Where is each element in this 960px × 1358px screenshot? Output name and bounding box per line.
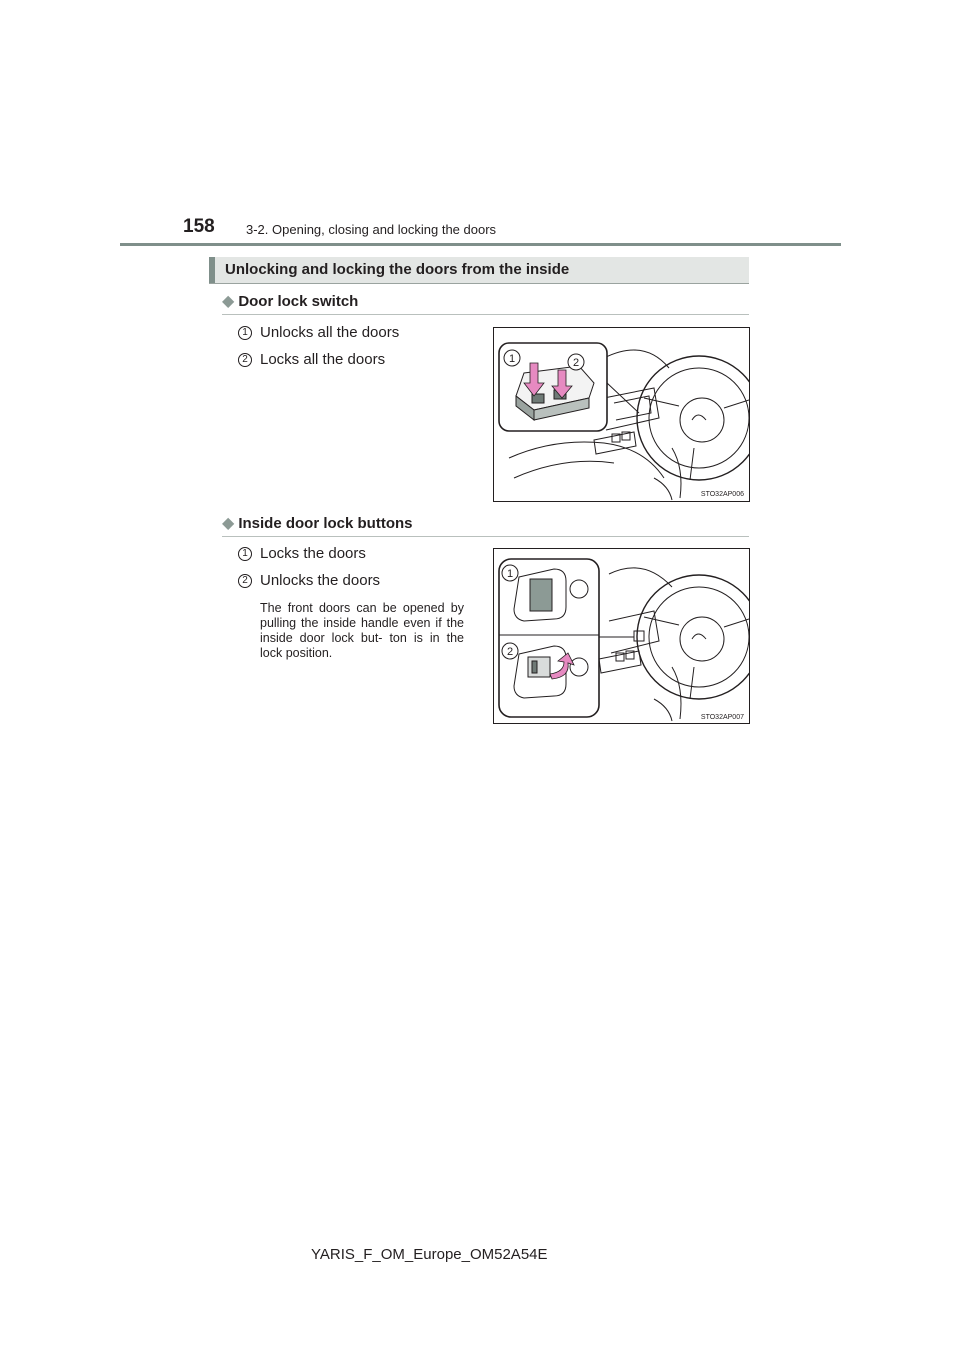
step-number-badge: 2: [238, 574, 252, 588]
step-text: Locks the doors: [260, 545, 366, 562]
header-rule: [120, 243, 841, 246]
step-number-badge: 2: [238, 353, 252, 367]
footer-doc-id: YARIS_F_OM_Europe_OM52A54E: [311, 1246, 548, 1263]
door-lock-switch-illustration: [493, 327, 750, 502]
subsection-rule: [222, 314, 749, 315]
step-number-badge: 1: [238, 547, 252, 561]
figure-code: STO32AP007: [700, 714, 744, 721]
door-lock-switch-title: Door lock switch: [238, 293, 359, 310]
diamond-bullet-icon: ◆: [222, 293, 235, 310]
door-lock-step-1: [238, 324, 399, 341]
step-text: Unlocks all the doors: [260, 324, 400, 341]
door-lock-step-2: [238, 351, 385, 368]
banner-accent-bar: [209, 257, 215, 283]
step-number-badge: 1: [238, 326, 252, 340]
diamond-bullet-icon: ◆: [222, 515, 235, 532]
figure-code: STO32AP006: [700, 491, 744, 498]
inside-door-lock-illustration: [493, 548, 750, 724]
figure-callout-1: 1: [506, 568, 514, 580]
inside-lock-step-1: [238, 545, 366, 562]
figure-callout-2: 2: [572, 357, 580, 369]
inside-door-lock-heading: [222, 513, 412, 533]
inside-lock-step-2: [238, 572, 380, 589]
figure-callout-1: 1: [508, 353, 516, 365]
inside-door-lock-title: Inside door lock buttons: [238, 515, 413, 532]
note-paragraph: The front doors can be opened by pulling the inside handle even if the inside door lock but- ton is in the lock position.: [260, 601, 464, 660]
figure-callout-2: 2: [506, 646, 514, 658]
step-text: Unlocks the doors: [260, 572, 381, 589]
section-title: 3-2. Opening, closing and locking the doors: [246, 222, 497, 237]
subsection-rule: [222, 536, 749, 537]
banner-title: Unlocking and locking the doors from the inside: [225, 261, 570, 278]
door-lock-switch-heading: [222, 291, 358, 311]
step-text: Locks all the doors: [260, 351, 386, 368]
section-banner: [209, 257, 749, 284]
page-number: 158: [183, 216, 215, 237]
